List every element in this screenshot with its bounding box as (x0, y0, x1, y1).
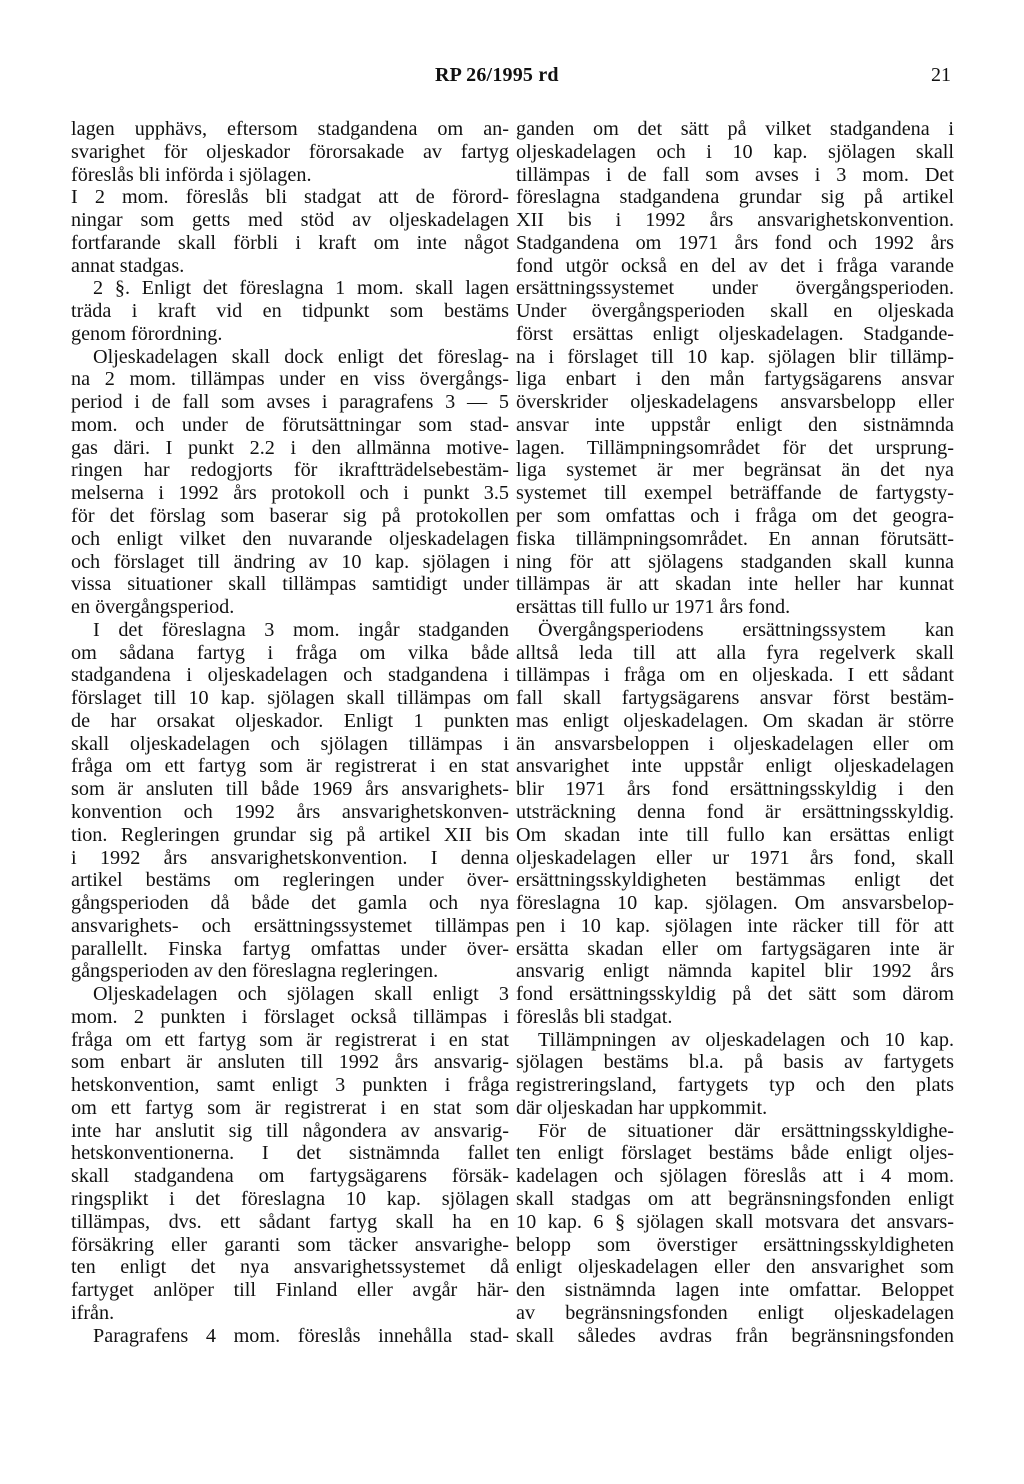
text-line: först ersättas enligt oljeskadelagen. Stadgande- (516, 322, 954, 345)
text-line: som är ansluten till både 1969 års ansvarighets- (71, 778, 509, 801)
text-line: ifrån. (71, 1301, 115, 1324)
text-line: föreslagna 10 kap. sjölagen. Om ansvarsbelop- (516, 892, 954, 915)
text-line: enligt oljeskadelagen eller den ansvarighet som (516, 1256, 954, 1279)
text-line: av begränsningsfonden enligt oljeskadelagen (516, 1301, 954, 1324)
text-line: parallellt. Finska fartyg omfattas under över- (71, 937, 509, 960)
text-line: period i de fall som avses i paragrafens 3 — 5 (71, 391, 509, 414)
text-line: ten enligt det nya ansvarighetssystemet då (71, 1256, 509, 1279)
text-line: 2 §. Enligt det föreslagna 1 mom. skall lagen (93, 277, 509, 300)
text-line: utsträckning denna fond är ersättningsskyldig. (516, 800, 954, 823)
text-line: tillämpas är att skadan inte heller har kunnat (516, 573, 954, 596)
text-line: överskrider oljeskadelagens ansvarsbelopp eller (516, 391, 954, 414)
text-line: lagen. Tillämpningsområdet för det ursprung- (516, 436, 954, 459)
running-title: RP 26/1995 rd (435, 64, 559, 86)
text-line: Övergångsperiodens ersättningssystem kan (538, 618, 954, 641)
text-line: och enligt vilket den nuvarande oljeskadelagen (71, 527, 509, 550)
text-line: i 1992 års ansvarighetskonvention. I denna (71, 846, 509, 869)
text-line: skall således avdras från begränsningsfonden (516, 1324, 954, 1347)
text-line: liga enbart i den mån fartygsägarens ansvar (516, 368, 954, 391)
text-line: inte har anslutit sig till någondera av ansvarig- (71, 1119, 509, 1142)
text-line: svarighet för oljeskador förorsakade av fartyg (71, 140, 509, 163)
text-line: belopp som överstiger ersättningsskyldigheten (516, 1233, 954, 1256)
text-line: fartyget anlöper till Finland eller avgår här- (71, 1279, 509, 1302)
text-line: försäkring eller garanti som täcker ansvarighe- (71, 1233, 509, 1256)
text-line: alltså leda till att alla fyra regelverk skall (516, 641, 954, 664)
text-line: skall stadgandena om fartygsägarens försäk- (71, 1165, 509, 1188)
text-line: ansvar inte uppstår enligt den sistnämnda (516, 413, 954, 436)
text-line: sjölagen bestäms bl.a. på basis av fartygets (516, 1051, 954, 1074)
text-line: tillämpas, dvs. ett sådant fartyg skall ha en (71, 1210, 509, 1233)
text-line: där oljeskadan har uppkommit. (516, 1096, 768, 1119)
text-line: I 2 mom. föreslås bli stadgat att de förord- (71, 186, 509, 209)
text-line: per som omfattas och i fråga om det geogra- (516, 505, 954, 528)
text-line: ansvarig enligt nämnda kapitel blir 1992 års (516, 960, 954, 983)
text-line: ersätta skadan eller om fartygsägaren inte är (516, 937, 954, 960)
text-line: annat stadgas. (71, 254, 185, 277)
text-line: kadelagen och sjölagen föreslås att i 4 mom. (516, 1165, 954, 1188)
left-text-column (71, 118, 509, 1347)
text-line: en övergångsperiod. (71, 596, 235, 619)
text-line: ten enligt förslaget bestäms både enligt oljes- (516, 1142, 954, 1165)
text-line: ersättningssystemet under övergångsperioden. (516, 277, 954, 300)
text-line: blir 1971 års fond ersättningsskyldig i den (516, 778, 954, 801)
text-line: fall skall fartygsägarens ansvar först bestäm- (516, 687, 954, 710)
text-line: ringen har redogjorts för ikraftträdelsebestäm- (71, 459, 509, 482)
text-line: Paragrafens 4 mom. föreslås innehålla stad- (93, 1324, 509, 1347)
text-line: och förslaget till ändring av 10 kap. sjölagen i (71, 550, 509, 573)
text-line: hetskonventionerna. I det sistnämnda fallet (71, 1142, 509, 1165)
text-line: na 2 mom. tillämpas under en viss övergångs- (71, 368, 509, 391)
text-line: ersättningsskyldigheten bestämmas enligt det (516, 869, 954, 892)
text-line: lagen upphävs, eftersom stadgandena om an- (71, 118, 509, 140)
page-header (0, 64, 1024, 88)
text-line: liga systemet är mer begränsat än det nya (516, 459, 954, 482)
text-line: ning för att sjölagens stadganden skall kunna (516, 550, 954, 573)
text-line: skall oljeskadelagen och sjölagen tillämpas i (71, 732, 509, 755)
text-line: mom. och under de förutsättningar som stad- (71, 413, 509, 436)
text-line: ganden om det sätt på vilket stadgandena i (516, 118, 954, 140)
text-line: som enbart är ansluten till 1992 års ansvarig- (71, 1051, 509, 1074)
text-line: de har orsakat oljeskador. Enligt 1 punkten (71, 709, 509, 732)
text-line: föreslås bli stadgat. (516, 1005, 673, 1028)
text-line: träda i kraft vid en tidpunkt som bestäms (71, 300, 509, 323)
text-line: XII bis i 1992 års ansvarighetskonvention. (516, 209, 954, 232)
text-line: melserna i 1992 års protokoll och i punkt 3.5 (71, 482, 509, 505)
text-line: gångsperioden av den föreslagna regleringen. (71, 960, 439, 983)
text-line: oljeskadelagen eller ur 1971 års fond, skall (516, 846, 954, 869)
text-line: den sistnämnda lagen inte omfattar. Beloppet (516, 1279, 954, 1302)
text-line: tillämpas i fråga om en oljeskada. I ett sådant (516, 664, 954, 687)
text-line: pen i 10 kap. sjölagen inte räcker till för att (516, 914, 954, 937)
text-line: genom förordning. (71, 322, 223, 345)
text-line: vissa situationer skall tillämpas samtidigt under (71, 573, 509, 596)
text-line: registreringsland, fartygets typ och den plats (516, 1074, 954, 1097)
text-line: fråga om ett fartyg som är registrerat i en stat (71, 755, 509, 778)
text-line: tillämpas i de fall som avses i 3 mom. Det (516, 163, 954, 186)
page-number: 21 (931, 64, 951, 86)
text-line: artikel bestäms om regleringen under över- (71, 869, 509, 892)
text-line: hetskonvention, samt enligt 3 punkten i fråga (71, 1074, 509, 1097)
text-line: konvention och 1992 års ansvarighetskonven- (71, 800, 509, 823)
text-line: fond ersättningsskyldig på det sätt som därom (516, 983, 954, 1006)
text-line: förslaget till 10 kap. sjölagen skall tillämpas om (71, 687, 509, 710)
text-line: Oljeskadelagen och sjölagen skall enligt 3 (93, 983, 509, 1006)
text-line: fråga om ett fartyg som är registrerat i en stat (71, 1028, 509, 1051)
text-line: mom. 2 punkten i förslaget också tillämpas i (71, 1005, 509, 1028)
text-line: tion. Regleringen grundar sig på artikel XII bis (71, 823, 509, 846)
text-line: skall stadgas om att begränsningsfonden enligt (516, 1187, 954, 1210)
text-line: systemet till exempel beträffande de fartygsty- (516, 482, 954, 505)
text-line: för det förslag som baserar sig på protokollen (71, 505, 509, 528)
text-line: 10 kap. 6 § sjölagen skall motsvara det ansvars- (516, 1210, 954, 1233)
text-line: oljeskadelagen och i 10 kap. sjölagen skall (516, 140, 954, 163)
text-line: Tillämpningen av oljeskadelagen och 10 kap. (538, 1028, 954, 1051)
text-line: gas däri. I punkt 2.2 i den allmänna motive- (71, 436, 509, 459)
text-line: fortfarande skall förbli i kraft om inte något (71, 231, 509, 254)
text-line: än ansvarsbeloppen i oljeskadelagen eller om (516, 732, 954, 755)
text-line: fiska tillämpningsområdet. En annan förutsätt- (516, 527, 954, 550)
text-line: För de situationer där ersättningsskyldighe- (538, 1119, 954, 1142)
text-line: föreslås bli införda i sjölagen. (71, 163, 312, 186)
text-line: stadgandena i oljeskadelagen och stadgandena i (71, 664, 509, 687)
text-line: I det föreslagna 3 mom. ingår stadganden (93, 618, 509, 641)
text-line: ningar som getts med stöd av oljeskadelagen (71, 209, 509, 232)
text-line: gångsperioden då både det gamla och nya (71, 892, 509, 915)
text-line: Oljeskadelagen skall dock enligt det föreslag- (93, 345, 509, 368)
right-text-column (516, 118, 954, 1347)
text-line: Stadgandena om 1971 års fond och 1992 års (516, 231, 954, 254)
text-line: om sådana fartyg i fråga om vilka både (71, 641, 509, 664)
text-line: Om skadan inte till fullo kan ersättas enligt (516, 823, 954, 846)
text-line: Under övergångsperioden skall en oljeskada (516, 300, 954, 323)
text-line: ansvarighet inte uppstår enligt oljeskadelagen (516, 755, 954, 778)
text-line: mas enligt oljeskadelagen. Om skadan är större (516, 709, 954, 732)
text-line: ersättas till fullo ur 1971 års fond. (516, 596, 791, 619)
text-line: ansvarighets- och ersättningssystemet tillämpas (71, 914, 509, 937)
text-line: ringsplikt i det föreslagna 10 kap. sjölagen (71, 1187, 509, 1210)
text-line: na i förslaget till 10 kap. sjölagen blir tillämp- (516, 345, 954, 368)
text-line: om ett fartyg som är registrerat i en stat som (71, 1096, 509, 1119)
text-line: fond utgör också en del av det i fråga varande (516, 254, 954, 277)
text-line: föreslagna stadgandena grundar sig på artikel (516, 186, 954, 209)
